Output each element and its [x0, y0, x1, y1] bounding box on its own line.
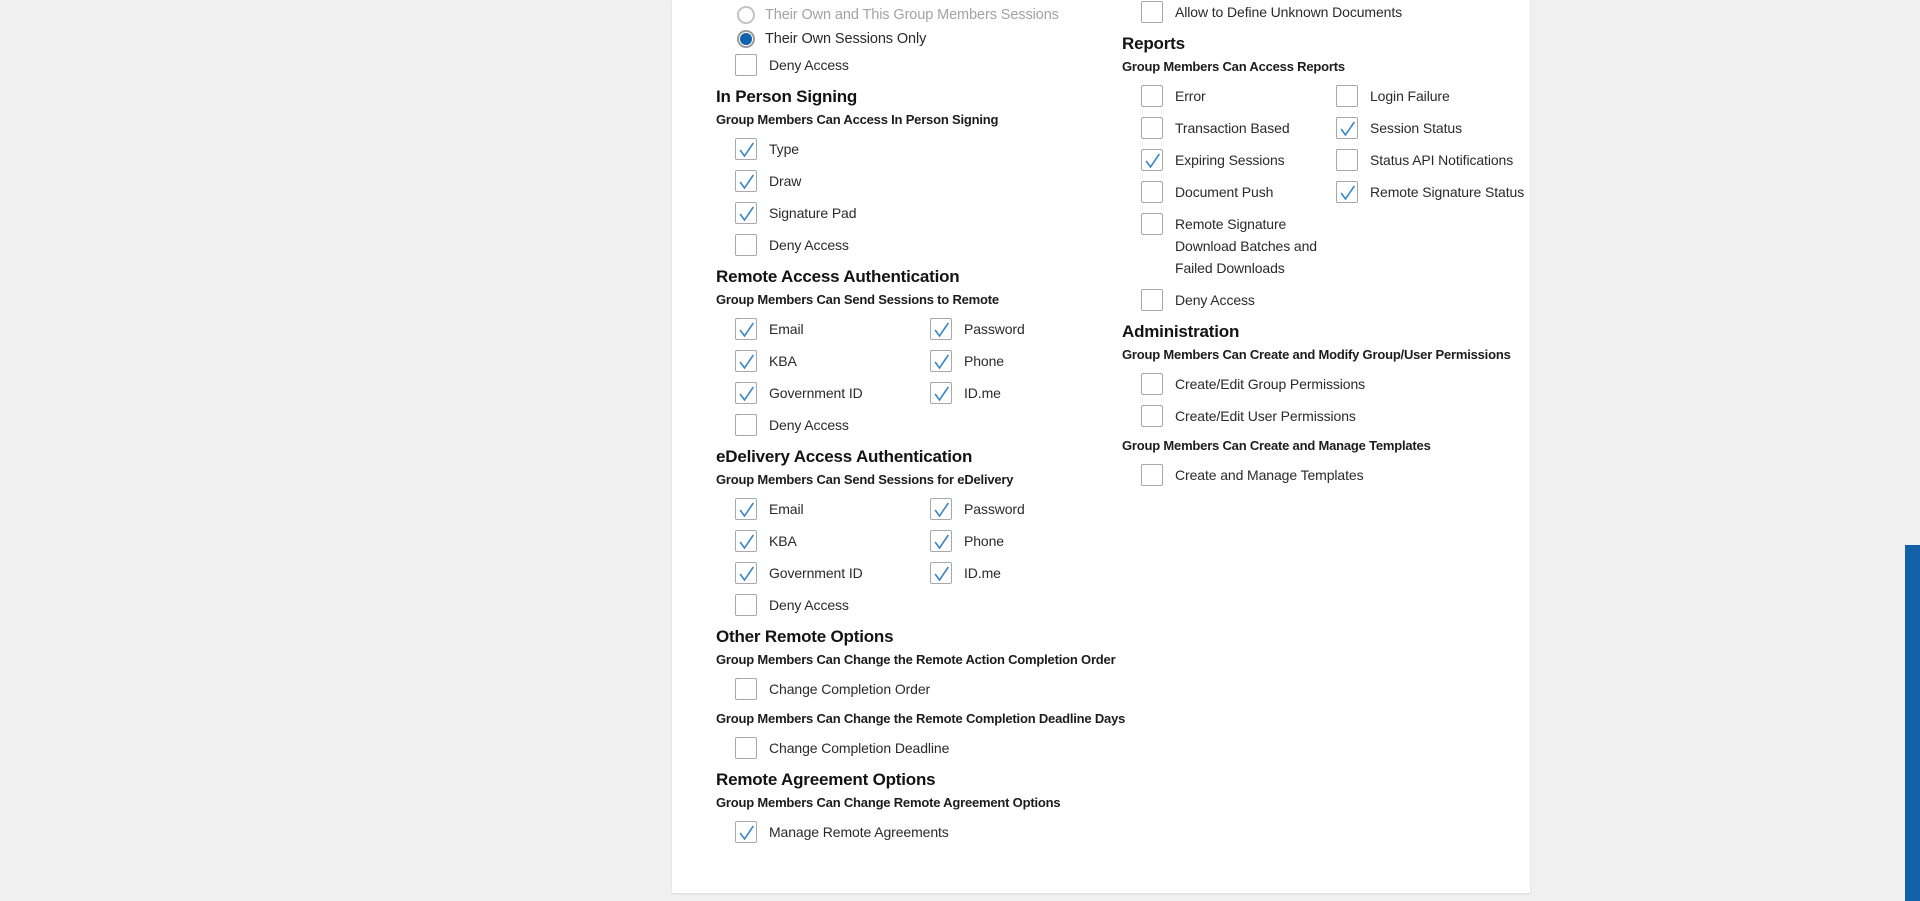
checkbox-item-deny-access[interactable] — [735, 54, 930, 76]
checkbox-label: Manage Remote Agreements — [769, 824, 949, 840]
section-subheading-group-members-can-create-and-manage-templates: Group Members Can Create and Manage Templates — [1122, 438, 1431, 453]
checkbox-item-phone[interactable] — [930, 530, 1125, 552]
checkbox-label: Government ID — [769, 385, 863, 401]
checkbox-checked[interactable] — [735, 138, 757, 160]
checkmark-icon — [736, 351, 758, 373]
checkmark-icon — [736, 563, 758, 585]
checkbox-row — [1122, 117, 1526, 139]
section-subheading-group-members-can-create-and-modify-group-user-permissions: Group Members Can Create and Modify Group/User Permissions — [1122, 347, 1511, 362]
section-heading-administration: Administration — [1122, 322, 1240, 341]
checkbox-checked[interactable] — [735, 318, 757, 340]
checkbox-row — [716, 318, 1116, 340]
checkbox-item-email[interactable] — [735, 498, 930, 520]
checkbox-checked[interactable] — [930, 350, 952, 372]
checkbox-label: Create/Edit Group Permissions — [1175, 376, 1366, 392]
checkbox-unchecked[interactable] — [1141, 85, 1163, 107]
checkbox-label: Phone — [964, 353, 1004, 369]
checkmark-icon — [1337, 118, 1359, 140]
checkbox-item-government-id[interactable] — [735, 562, 930, 584]
checkmark-icon — [736, 171, 758, 193]
checkbox-label: Email — [769, 501, 804, 517]
checkbox-row — [1122, 289, 1526, 311]
checkbox-unchecked[interactable] — [1141, 181, 1163, 203]
checkbox-checked[interactable] — [735, 350, 757, 372]
checkbox-item-signature-pad[interactable] — [735, 202, 930, 224]
checkbox-item-deny-access[interactable] — [735, 594, 930, 616]
checkbox-group — [1122, 85, 1526, 311]
checkbox-item-allow-to-define-unknown-documents[interactable] — [1141, 1, 1403, 23]
section-heading-edelivery-access-authentication: eDelivery Access Authentication — [716, 447, 973, 466]
permissions-panel — [672, 0, 1530, 893]
checkbox-checked[interactable] — [1336, 117, 1358, 139]
checkbox-checked[interactable] — [735, 202, 757, 224]
checkmark-icon — [1142, 150, 1164, 172]
checkbox-item-deny-access[interactable] — [735, 414, 930, 436]
checkbox-unchecked[interactable] — [1141, 213, 1163, 235]
checkbox-item-error[interactable] — [1141, 85, 1336, 107]
section-subheading-group-members-can-access-in-person-signing: Group Members Can Access In Person Signing — [716, 112, 999, 127]
checkmark-icon — [931, 499, 953, 521]
checkbox-checked[interactable] — [735, 562, 757, 584]
checkbox-unchecked[interactable] — [1141, 289, 1163, 311]
checkbox-row — [716, 737, 1116, 759]
checkbox-row — [1122, 1, 1526, 23]
checkbox-label: Password — [964, 501, 1025, 517]
checkbox-label: Remote Signature Status — [1370, 184, 1525, 200]
checkbox-checked[interactable] — [930, 318, 952, 340]
checkmark-icon — [931, 351, 953, 373]
checkbox-item-id-me[interactable] — [930, 382, 1125, 404]
checkbox-checked[interactable] — [735, 170, 757, 192]
checkbox-label: Deny Access — [769, 57, 849, 73]
checkbox-row — [716, 138, 1116, 160]
checkbox-row — [716, 414, 1116, 436]
checkbox-item-kba[interactable] — [735, 530, 930, 552]
checkmark-icon — [736, 531, 758, 553]
checkbox-row — [1122, 464, 1526, 486]
checkmark-icon — [736, 139, 758, 161]
checkbox-group — [716, 498, 1116, 616]
checkbox-label: Deny Access — [769, 237, 849, 253]
checkbox-item-create-and-manage-templates[interactable] — [1141, 464, 1364, 486]
checkbox-item-change-completion-deadline[interactable] — [735, 737, 950, 759]
checkbox-row — [716, 234, 1116, 256]
checkbox-item-status-api-notifications[interactable] — [1336, 149, 1530, 171]
checkbox-row — [1122, 181, 1526, 203]
checkbox-unchecked[interactable] — [735, 678, 757, 700]
checkbox-group — [716, 54, 1116, 76]
radio-label: Their Own and This Group Members Sessions — [765, 7, 1059, 23]
checkbox-label: Government ID — [769, 565, 863, 581]
checkbox-label: KBA — [769, 353, 797, 369]
checkbox-label: Deny Access — [769, 597, 849, 613]
checkbox-checked[interactable] — [930, 530, 952, 552]
checkbox-label: Deny Access — [1175, 292, 1255, 308]
checkbox-group — [716, 821, 1116, 843]
checkbox-unchecked[interactable] — [1141, 1, 1163, 23]
checkmark-icon — [736, 203, 758, 225]
checkbox-row — [1122, 213, 1526, 279]
checkbox-item-email[interactable] — [735, 318, 930, 340]
checkbox-label: Create/Edit User Permissions — [1175, 408, 1356, 424]
checkbox-label: Password — [964, 321, 1025, 337]
checkbox-item-deny-access[interactable] — [1141, 289, 1336, 311]
checkbox-checked[interactable] — [930, 562, 952, 584]
checkbox-label: Phone — [964, 533, 1004, 549]
section-subheading-group-members-can-send-sessions-for-edelivery: Group Members Can Send Sessions for eDelivery — [716, 472, 1014, 487]
radio-option-their-own-and-this-group-members-sessions[interactable] — [737, 3, 1116, 27]
checkbox-item-create-edit-group-permissions[interactable] — [1141, 373, 1366, 395]
checkbox-label: Create and Manage Templates — [1175, 467, 1364, 483]
checkmark-icon — [931, 319, 953, 341]
scrollbar-thumb[interactable] — [1905, 545, 1920, 901]
checkbox-unchecked[interactable] — [735, 594, 757, 616]
checkbox-row — [716, 54, 1116, 76]
radio-selected-icon[interactable] — [737, 30, 755, 48]
checkbox-item-change-completion-order[interactable] — [735, 678, 930, 700]
permissions-column-right — [1122, 1, 1526, 496]
checkbox-label: Status API Notifications — [1370, 152, 1514, 168]
checkbox-label: ID.me — [964, 385, 1001, 401]
checkbox-label: Change Completion Deadline — [769, 740, 950, 756]
checkbox-row — [716, 498, 1116, 520]
checkbox-checked[interactable] — [930, 382, 952, 404]
checkmark-icon — [931, 563, 953, 585]
checkbox-unchecked[interactable] — [1141, 464, 1163, 486]
section-subheading-group-members-can-change-the-remote-action-completion-order: Group Members Can Change the Remote Action Completion Order — [716, 652, 1116, 667]
section-subheading-group-members-can-access-reports: Group Members Can Access Reports — [1122, 59, 1345, 74]
checkbox-checked[interactable] — [735, 530, 757, 552]
checkbox-unchecked[interactable] — [735, 737, 757, 759]
checkbox-unchecked[interactable] — [1141, 117, 1163, 139]
checkbox-group — [1122, 1, 1526, 23]
checkbox-row — [716, 202, 1116, 224]
checkbox-checked[interactable] — [1336, 181, 1358, 203]
checkbox-row — [716, 530, 1116, 552]
checkbox-item-deny-access[interactable] — [735, 234, 930, 256]
checkbox-label: Remote Signature Download Batches and Failed Downloads — [1175, 216, 1317, 276]
checkbox-item-manage-remote-agreements[interactable] — [735, 821, 949, 843]
checkbox-unchecked[interactable] — [1141, 373, 1163, 395]
checkbox-label: Signature Pad — [769, 205, 857, 221]
checkmark-icon — [736, 499, 758, 521]
checkbox-group — [716, 678, 1116, 700]
checkbox-label: Expiring Sessions — [1175, 152, 1285, 168]
checkmark-icon — [736, 319, 758, 341]
checkbox-group — [716, 318, 1116, 436]
section-subheading-group-members-can-change-remote-agreement-options: Group Members Can Change Remote Agreement Options — [716, 795, 1061, 810]
checkbox-group — [1122, 464, 1526, 486]
checkbox-item-id-me[interactable] — [930, 562, 1125, 584]
checkmark-icon — [931, 531, 953, 553]
checkbox-label: Document Push — [1175, 184, 1274, 200]
checkbox-item-kba[interactable] — [735, 350, 930, 372]
radio-group — [716, 3, 1116, 51]
checkbox-checked[interactable] — [1141, 149, 1163, 171]
checkbox-label: Transaction Based — [1175, 120, 1290, 136]
checkmark-icon — [931, 383, 953, 405]
checkbox-row — [1122, 149, 1526, 171]
checkbox-group — [716, 138, 1116, 256]
checkmark-icon — [1337, 182, 1359, 204]
checkbox-label: Session Status — [1370, 120, 1462, 136]
checkbox-item-remote-signature-download-batches-and-failed-downloads[interactable] — [1141, 213, 1336, 279]
checkbox-checked[interactable] — [735, 382, 757, 404]
section-heading-remote-agreement-options: Remote Agreement Options — [716, 770, 936, 789]
checkbox-row — [1122, 405, 1526, 427]
checkbox-unchecked[interactable] — [1141, 405, 1163, 427]
checkbox-unchecked[interactable] — [735, 414, 757, 436]
checkbox-label: Error — [1175, 88, 1206, 104]
checkbox-label: Change Completion Order — [769, 681, 931, 697]
checkbox-row — [716, 821, 1116, 843]
checkbox-item-government-id[interactable] — [735, 382, 930, 404]
checkbox-label: KBA — [769, 533, 797, 549]
checkbox-item-login-failure[interactable] — [1336, 85, 1530, 107]
checkbox-item-document-push[interactable] — [1141, 181, 1336, 203]
checkbox-item-password[interactable] — [930, 498, 1125, 520]
section-heading-reports: Reports — [1122, 34, 1185, 53]
section-subheading-group-members-can-send-sessions-to-remote: Group Members Can Send Sessions to Remote — [716, 292, 999, 307]
checkbox-group — [716, 737, 1116, 759]
checkbox-item-expiring-sessions[interactable] — [1141, 149, 1336, 171]
checkbox-label: Type — [769, 141, 799, 157]
checkbox-row — [716, 678, 1116, 700]
checkbox-item-create-edit-user-permissions[interactable] — [1141, 405, 1356, 427]
checkbox-item-remote-signature-status[interactable] — [1336, 181, 1530, 203]
checkbox-label: Email — [769, 321, 804, 337]
checkbox-item-transaction-based[interactable] — [1141, 117, 1336, 139]
checkbox-label: Allow to Define Unknown Documents — [1175, 4, 1403, 20]
checkbox-label: Login Failure — [1370, 88, 1450, 104]
section-heading-remote-access-authentication: Remote Access Authentication — [716, 267, 960, 286]
checkbox-label: Draw — [769, 173, 802, 189]
checkbox-row — [716, 594, 1116, 616]
checkbox-label: ID.me — [964, 565, 1001, 581]
checkbox-row — [1122, 373, 1526, 395]
checkbox-row — [1122, 85, 1526, 107]
section-heading-other-remote-options: Other Remote Options — [716, 627, 894, 646]
radio-option-their-own-sessions-only[interactable] — [737, 27, 1116, 51]
checkbox-label: Deny Access — [769, 417, 849, 433]
permissions-column-left — [716, 3, 1126, 853]
checkbox-group — [1122, 373, 1526, 427]
checkmark-icon — [736, 383, 758, 405]
checkbox-row — [716, 350, 1116, 372]
checkbox-unchecked[interactable] — [735, 234, 757, 256]
checkbox-item-password[interactable] — [930, 318, 1125, 340]
checkbox-checked[interactable] — [735, 498, 757, 520]
radio-label: Their Own Sessions Only — [765, 31, 927, 47]
checkbox-item-phone[interactable] — [930, 350, 1125, 372]
checkbox-item-type[interactable] — [735, 138, 930, 160]
checkbox-unchecked[interactable] — [735, 54, 757, 76]
checkbox-row — [716, 170, 1116, 192]
checkbox-row — [716, 382, 1116, 404]
checkbox-unchecked[interactable] — [1336, 85, 1358, 107]
checkbox-checked[interactable] — [930, 498, 952, 520]
checkbox-row — [716, 562, 1116, 584]
radio-icon[interactable] — [737, 6, 755, 24]
checkbox-checked[interactable] — [735, 821, 757, 843]
checkbox-item-draw[interactable] — [735, 170, 930, 192]
checkbox-unchecked[interactable] — [1336, 149, 1358, 171]
section-heading-in-person-signing: In Person Signing — [716, 87, 858, 106]
checkbox-item-session-status[interactable] — [1336, 117, 1530, 139]
checkmark-icon — [736, 822, 758, 844]
section-subheading-group-members-can-change-the-remote-completion-deadline-days: Group Members Can Change the Remote Completion Deadline Days — [716, 711, 1126, 726]
